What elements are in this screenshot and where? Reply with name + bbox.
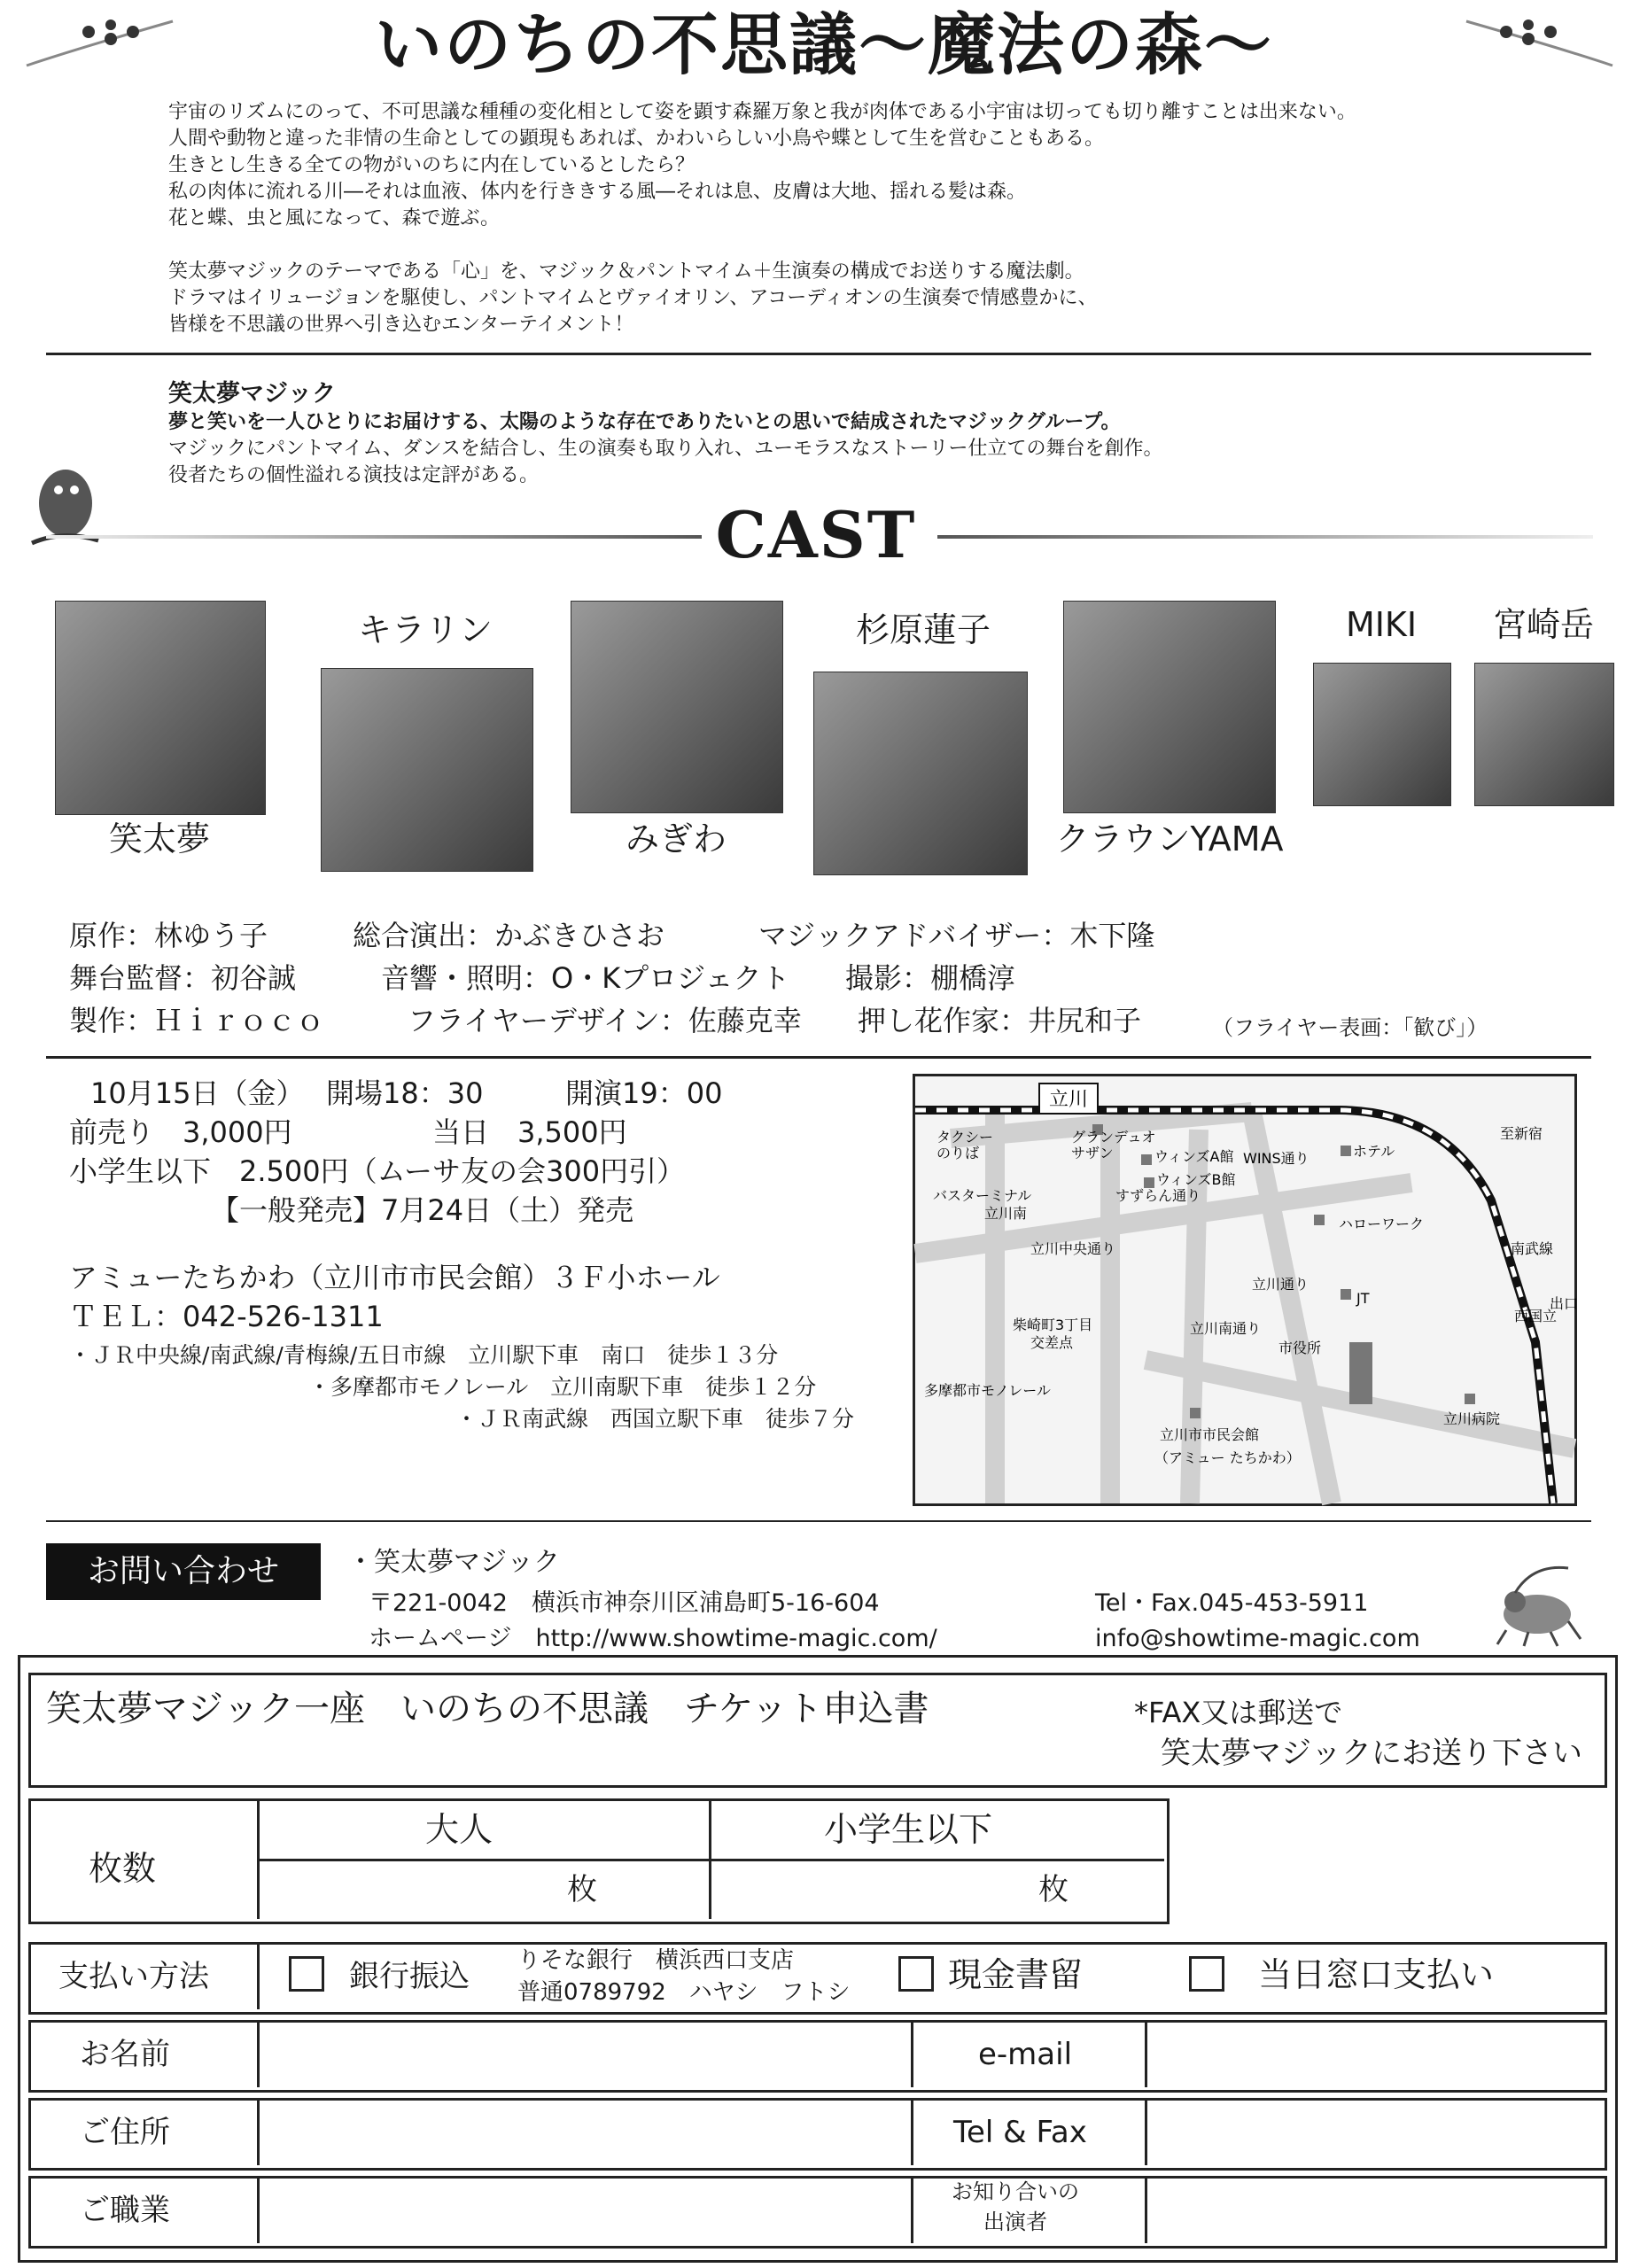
address-input[interactable] [262, 2103, 907, 2160]
general-sale: 【一般発売】7月24日（土）発売 [211, 1193, 634, 1227]
intro-line: 人間や動物と違った非情の生命としての顕現もあれば、かわいらしい小鳥や蝶として生を営むこともある。 [168, 128, 1105, 150]
cast-photo-renko [813, 672, 1028, 875]
cast-name: みぎわ [625, 819, 727, 858]
group-name: 笑太夢マジック [168, 380, 336, 408]
map-label: WINS通り [1243, 1150, 1309, 1167]
price-door: 当日 3,500円 [432, 1115, 627, 1149]
divider [46, 1520, 1591, 1522]
venue-map [913, 1074, 1577, 1506]
event-info [69, 1074, 911, 1435]
right-ornament [1462, 12, 1613, 74]
access-line: ・ＪＲ中央線/南武線/青梅線/五日市線 立川駅下車 南口 徒歩１３分 [69, 1342, 779, 1368]
left-ornament [27, 12, 177, 74]
map-label: 出口 [1550, 1295, 1579, 1312]
credit-flyer-design: フライヤーデザイン：佐藤克幸 [408, 1004, 802, 1037]
child-unit: 枚 [1038, 1872, 1069, 1907]
group-line: マジックにパントマイム、ダンスを結合し、生の演奏も取り入れ、ユーモラスなストーリー仕立ての舞台を創作。 [168, 438, 1163, 460]
credit-photo: 撮影：棚橋淳 [845, 961, 1016, 995]
contact-telfax: Tel・Fax.045-453-5911 [1095, 1589, 1369, 1617]
bank-transfer-label: 銀行振込 [349, 1959, 470, 1994]
cast-photo-miki [1313, 663, 1451, 806]
acquaintance-label: 出演者 [983, 2210, 1047, 2234]
map-label: 多摩都市モノレール [924, 1382, 1051, 1399]
acquaintance-label: お知り合いの [952, 2179, 1079, 2204]
divider [46, 1056, 1591, 1059]
page-title: いのちの不思議～魔法の森～ [375, 5, 1273, 84]
intro-line: 宇宙のリズムにのって、不可思議な種種の変化相として姿を顕す森羅万象と我が肉体である小宇宙は切っても切り離すことは出来ない。 [168, 101, 1356, 123]
access-line: ・ＪＲ南武線 西国立駅下車 徒歩７分 [455, 1406, 855, 1432]
map-label: タクシー [936, 1129, 994, 1146]
bank-transfer-checkbox[interactable] [289, 1956, 324, 1992]
cast-name: 宮崎岳 [1492, 605, 1594, 644]
contact-email[interactable]: info@showtime-magic.com [1095, 1625, 1420, 1652]
event-date: 10月15日（金） [90, 1076, 305, 1110]
cricket-illustration [1488, 1559, 1586, 1648]
credit-original: 原作：林ゆう子 [69, 919, 268, 952]
child-label: 小学生以下 [824, 1810, 993, 1849]
map-label: 至新宿 [1500, 1125, 1543, 1142]
divider [46, 353, 1591, 355]
adult-unit: 枚 [567, 1872, 597, 1907]
map-label: 立川病院 [1443, 1410, 1501, 1427]
price-child: 小学生以下 2.500円（ムーサ友の会300円引） [69, 1154, 686, 1188]
adult-count-input[interactable] [262, 1864, 705, 1915]
cast-name: 笑太夢 [108, 819, 210, 858]
intro-line: ドラマはイリュージョンを駆使し、パントマイムとヴァイオリン、アコーディオンの生演奏で情感豊かに、 [168, 287, 1098, 309]
cash-mail-label: 現金書留 [948, 1955, 1084, 1994]
map-label: ウィンズA館 [1154, 1148, 1234, 1165]
cast-photo-migiwa [571, 601, 783, 813]
price-advance: 前売り 3,000円 [69, 1115, 292, 1149]
group-line: 役者たちの個性溢れる演技は定評がある。 [168, 464, 540, 486]
map-label: 西国立 [1514, 1308, 1558, 1324]
intro-line: 花と蝶、虫と風になって、森で遊ぶ。 [168, 207, 501, 229]
map-label: すずらん通り [1115, 1187, 1201, 1204]
cast-heading: CAST [715, 497, 917, 572]
cast-photo-miyazaki [1474, 663, 1614, 806]
map-label-station: 立川 [1048, 1089, 1089, 1111]
map-label: サザン [1071, 1145, 1114, 1161]
door-pay-checkbox[interactable] [1189, 1956, 1224, 1992]
venue: アミューたちかわ（立川市市民会館）３Ｆ小ホール [69, 1261, 720, 1294]
map-label: 立川中央通り [1030, 1240, 1116, 1257]
map-label: バスターミナル [933, 1187, 1032, 1204]
cast-name: MIKI [1345, 605, 1418, 644]
cast-name: キラリン [357, 610, 493, 649]
form-note: *FAX又は郵送で [1134, 1696, 1343, 1729]
credit-pressed-flower-note: （フライヤー表画：「歓び」） [1212, 1015, 1488, 1040]
door-pay-label: 当日窓口支払い [1258, 1955, 1495, 1994]
map-label: 南武線 [1511, 1240, 1554, 1257]
map-label: ウィンズB館 [1156, 1171, 1236, 1188]
map-label: 柴崎町3丁目 [1013, 1317, 1093, 1333]
group-description [168, 381, 1453, 489]
acquaintance-input[interactable] [1150, 2181, 1598, 2238]
venue-tel: ＴＥＬ：042-526-1311 [69, 1300, 384, 1333]
credit-director: 総合演出：かぶきひさお [353, 919, 665, 952]
cast-photo-kirarin [321, 668, 533, 872]
bank-detail: 普通0789792 ハヤシ フトシ [517, 1979, 851, 2006]
intro-line: 生きとし生きる全ての物がいのちに内在しているとしたら？ [168, 154, 696, 176]
map-label: JT [1356, 1290, 1370, 1307]
credit-sound-light: 音響・照明：O・Kプロジェクト [381, 961, 790, 995]
bank-detail: りそな銀行 横浜西口支店 [517, 1947, 795, 1974]
access-line: ・多摩都市モノレール 立川南駅下車 徒歩１２分 [308, 1374, 817, 1400]
map-label: 市役所 [1278, 1340, 1322, 1356]
map-label: グランデュオ [1071, 1129, 1156, 1146]
credit-pressed-flower: 押し花作家：井尻和子 [858, 1004, 1142, 1037]
adult-label: 大人 [425, 1810, 493, 1849]
credit-production: 製作：Ｈｉｒｏｃｏ [69, 1004, 325, 1037]
cast-name: クラウンYAMA [1055, 819, 1284, 858]
cast-photo-shotime [55, 601, 266, 815]
map-label: のりば [936, 1145, 980, 1161]
address-label: ご住所 [80, 2115, 170, 2150]
group-line: 夢と笑いを一人ひとりにお届けする、太陽のような存在でありたいとの思いで結成されたマジックグループ。 [168, 411, 1121, 433]
job-input[interactable] [262, 2181, 907, 2238]
event-start: 開演19：00 [565, 1076, 723, 1110]
contact-label: お問い合わせ [46, 1543, 321, 1600]
telfax-input[interactable] [1150, 2103, 1598, 2160]
map-label: 立川南 [984, 1205, 1028, 1222]
credits [69, 914, 1602, 1042]
name-input[interactable] [262, 2025, 907, 2082]
map-label: 立川通り [1252, 1276, 1309, 1293]
cast-name: 杉原蓮子 [855, 610, 991, 649]
map-label: 立川南通り [1190, 1320, 1262, 1337]
intro-line: 私の肉体に流れる川―それは血液、体内を行ききする風―それは息、皮膚は大地、揺れる髪は森。 [168, 181, 1027, 203]
map-label: （アミュー たちかわ） [1154, 1449, 1301, 1466]
credit-magic-advisor: マジックアドバイザー：木下隆 [758, 919, 1155, 952]
map-label: ホテル [1353, 1143, 1395, 1160]
intro-text [168, 99, 1453, 338]
contact-org: ・笑太夢マジック [347, 1547, 560, 1578]
contact-homepage[interactable]: ホームページ http://www.showtime-magic.com/ [369, 1625, 937, 1652]
email-input[interactable] [1150, 2025, 1598, 2082]
cash-mail-checkbox[interactable] [898, 1956, 934, 1992]
map-label: 立川市市民会館 [1160, 1426, 1260, 1443]
intro-line: 笑太夢マジックのテーマである「心」を、マジック＆パントマイム＋生演奏の構成でお送りする魔法劇。 [168, 260, 1084, 283]
form-note: 笑太夢マジックにお送り下さい [1161, 1736, 1582, 1771]
job-label: ご職業 [80, 2193, 170, 2228]
form-title: 笑太夢マジック一座 いのちの不思議 チケット申込書 [46, 1689, 929, 1729]
payment-label: 支払い方法 [58, 1959, 209, 1994]
count-label: 枚数 [89, 1849, 157, 1888]
name-label: お名前 [80, 2037, 170, 2072]
map-label: 交差点 [1030, 1334, 1074, 1351]
telfax-label: Tel & Fax [953, 2115, 1087, 2150]
child-count-input[interactable] [714, 1864, 1161, 1915]
email-label: e-mail [978, 2037, 1073, 2072]
contact-address: 〒221-0042 横浜市神奈川区浦島町5-16-604 [369, 1589, 880, 1617]
credit-stage-manager: 舞台監督：初谷誠 [69, 961, 297, 995]
cast-photo-yama [1063, 601, 1276, 813]
event-open: 開場18：30 [326, 1076, 484, 1110]
intro-line: 皆様を不思議の世界へ引き込むエンターテイメント！ [168, 314, 634, 336]
map-label: ハローワーク [1339, 1216, 1425, 1232]
